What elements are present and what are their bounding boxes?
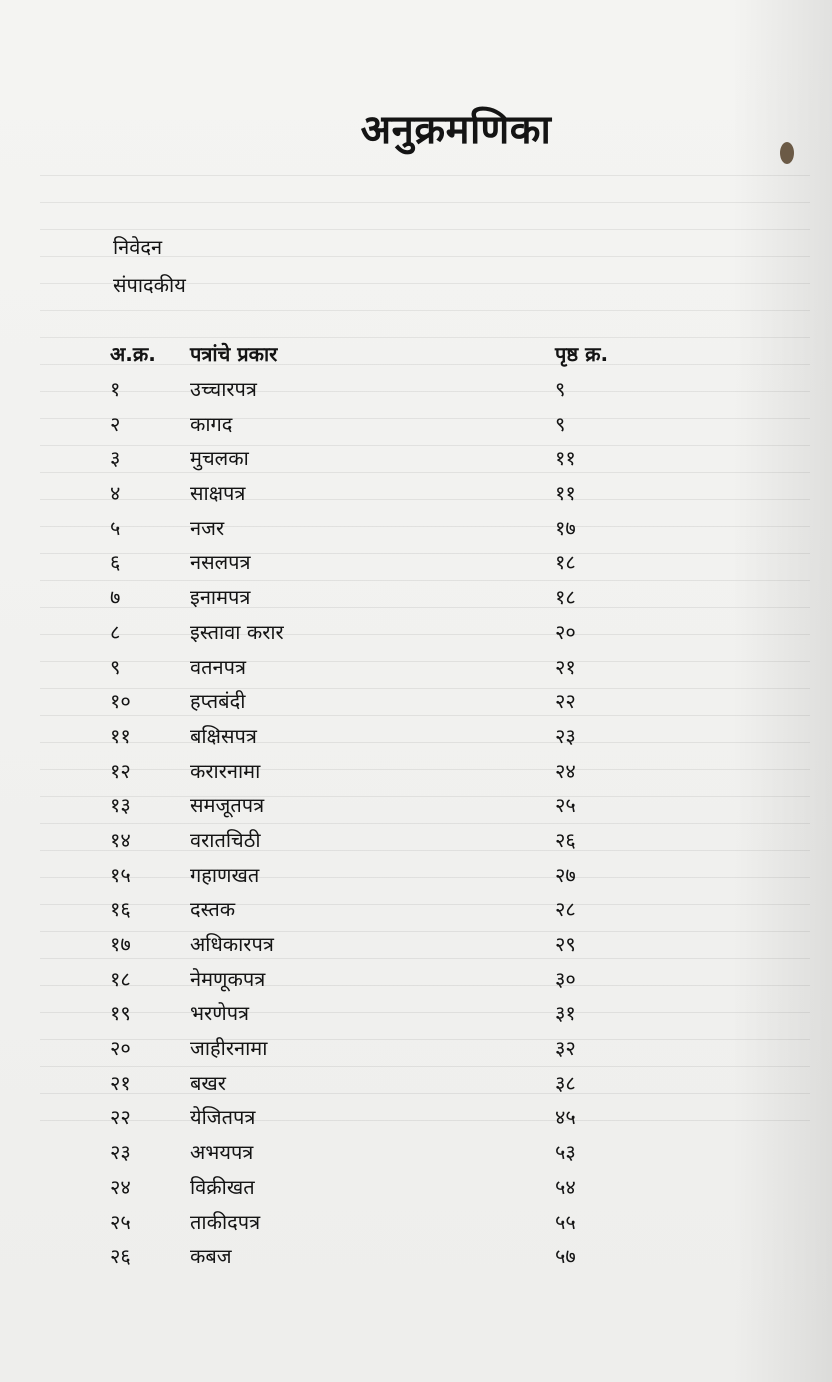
toc-row-page: २३ <box>555 723 576 748</box>
toc-row-number: ६ <box>110 550 121 575</box>
toc-row-page: ३० <box>555 966 576 991</box>
toc-row-number: १३ <box>110 793 131 818</box>
toc-row <box>0 684 832 719</box>
toc-row-type: हप्तबंदी <box>190 689 246 714</box>
toc-row-number: २२ <box>110 1105 131 1130</box>
toc-row <box>0 1031 832 1066</box>
toc-row-number: १७ <box>110 932 131 956</box>
toc-row-page: २५ <box>555 793 576 818</box>
toc-row-type: इनामपत्र <box>190 585 251 610</box>
toc-row-page: ५३ <box>555 1140 576 1165</box>
page-title: अनुक्रमणिका <box>360 107 552 153</box>
toc-row-page: २१ <box>555 654 576 679</box>
toc-header-page: पृष्ठ क्र. <box>555 342 609 366</box>
toc-row-type: अभयपत्र <box>190 1140 254 1165</box>
toc-row-number: १० <box>110 689 131 714</box>
toc-row <box>0 650 832 685</box>
toc-row-type: कबज <box>190 1244 232 1269</box>
toc-row-type: उच्चारपत्र <box>190 377 257 401</box>
toc-row-type: कागद <box>190 411 233 436</box>
toc-row-page: १८ <box>555 585 576 610</box>
toc-row-type: ताकीदपत्र <box>190 1209 261 1234</box>
toc-row-number: १४ <box>110 827 131 852</box>
toc-row <box>0 1170 832 1205</box>
toc-row <box>0 788 832 823</box>
toc-row-number: ८ <box>110 619 121 644</box>
toc-row <box>0 962 832 997</box>
toc-row-number: २४ <box>110 1174 131 1199</box>
toc-row <box>0 1135 832 1170</box>
toc-row <box>0 1239 832 1274</box>
toc-row-type: बखर <box>190 1070 226 1095</box>
toc-row-type: इस्तावा करार <box>190 619 284 644</box>
toc-row <box>0 372 832 407</box>
toc-row-page: ५७ <box>555 1244 576 1269</box>
toc-row-number: २० <box>110 1036 131 1061</box>
toc-row-page: ३८ <box>555 1070 576 1095</box>
toc-row-type: समजूतपत्र <box>190 793 265 818</box>
toc-row-type: बक्षिसपत्र <box>190 723 257 748</box>
toc-row-number: २५ <box>110 1209 131 1234</box>
toc-row-number: १ <box>110 377 121 401</box>
toc-row-type: साक्षपत्र <box>190 481 246 506</box>
toc-row-type: दस्तक <box>190 897 236 922</box>
toc-row <box>0 545 832 580</box>
toc-header <box>0 340 832 372</box>
toc-row-page: १७ <box>555 515 576 540</box>
toc-header-type: पत्रांचे प्रकार <box>190 342 278 366</box>
toc-row <box>0 476 832 511</box>
toc-list <box>0 372 832 1274</box>
toc-row-page: २८ <box>555 897 576 922</box>
toc-row-type: गहाणखत <box>190 862 260 887</box>
toc-row-type: येजितपत्र <box>190 1105 256 1130</box>
toc-row-number: ५ <box>110 515 121 540</box>
toc-row-number: २६ <box>110 1244 131 1269</box>
toc-row <box>0 1100 832 1135</box>
toc-row-number: १६ <box>110 897 131 922</box>
toc-row <box>0 927 832 962</box>
toc-row-page: २० <box>555 619 576 644</box>
toc-row-number: ११ <box>110 723 131 748</box>
toc-row-page: ९ <box>555 377 566 401</box>
toc-row <box>0 511 832 546</box>
toc-row-type: नेमणूकपत्र <box>190 966 266 991</box>
toc-row <box>0 754 832 789</box>
toc-row-type: भरणेपत्र <box>190 1001 250 1026</box>
toc-row-page: ३१ <box>555 1001 576 1026</box>
toc-row-number: १९ <box>110 1001 131 1026</box>
toc-row-number: १२ <box>110 758 131 783</box>
toc-row-page: २७ <box>555 862 576 887</box>
toc-row-page: ३२ <box>555 1036 576 1061</box>
toc-row-number: १८ <box>110 966 131 991</box>
toc-row-page: ११ <box>555 446 576 471</box>
toc-row-page: २४ <box>555 758 576 783</box>
toc-row-number: १५ <box>110 862 131 887</box>
toc-row-number: २ <box>110 411 121 436</box>
toc-row-page: ९ <box>555 411 566 436</box>
toc-row-type: अधिकारपत्र <box>190 932 274 956</box>
toc-row <box>0 719 832 754</box>
toc-row-type: वरातचिठी <box>190 827 261 852</box>
toc-row-type: मुचलका <box>190 446 249 471</box>
toc-header-number: अ.क्र. <box>110 342 156 366</box>
toc-row-type: वतनपत्र <box>190 654 247 679</box>
toc-row-type: करारनामा <box>190 758 261 783</box>
toc-row-number: ९ <box>110 654 121 679</box>
toc-row <box>0 892 832 927</box>
preface-item-nivedan: निवेदन <box>113 235 163 259</box>
toc-row <box>0 823 832 858</box>
preface-list <box>113 228 186 304</box>
toc-row-number: २३ <box>110 1140 131 1165</box>
toc-row <box>0 858 832 893</box>
toc-row-number: ३ <box>110 446 121 471</box>
toc-row-page: २६ <box>555 827 576 852</box>
toc-row-number: ४ <box>110 481 121 506</box>
toc-row-page: ५५ <box>555 1209 576 1234</box>
toc-row-page: २९ <box>555 932 576 956</box>
toc-row <box>0 407 832 442</box>
toc-row-type: विक्रीखत <box>190 1174 255 1199</box>
toc-row-type: नजर <box>190 515 225 540</box>
toc-row <box>0 580 832 615</box>
toc-row <box>0 615 832 650</box>
toc-row-page: ५४ <box>555 1174 576 1199</box>
toc-row-page: २२ <box>555 689 576 714</box>
toc-row-type: जाहीरनामा <box>190 1036 268 1061</box>
toc-row <box>0 1066 832 1101</box>
toc-row-type: नसलपत्र <box>190 550 251 575</box>
toc-row-page: ४५ <box>555 1105 576 1130</box>
toc-row-page: ११ <box>555 481 576 506</box>
toc-row <box>0 441 832 476</box>
toc-row-number: ७ <box>110 585 121 610</box>
toc-row <box>0 1205 832 1240</box>
toc-row-page: १८ <box>555 550 576 575</box>
preface-item-sampadakiya: संपादकीय <box>113 273 186 297</box>
toc-row <box>0 996 832 1031</box>
toc-row-number: २१ <box>110 1070 131 1095</box>
